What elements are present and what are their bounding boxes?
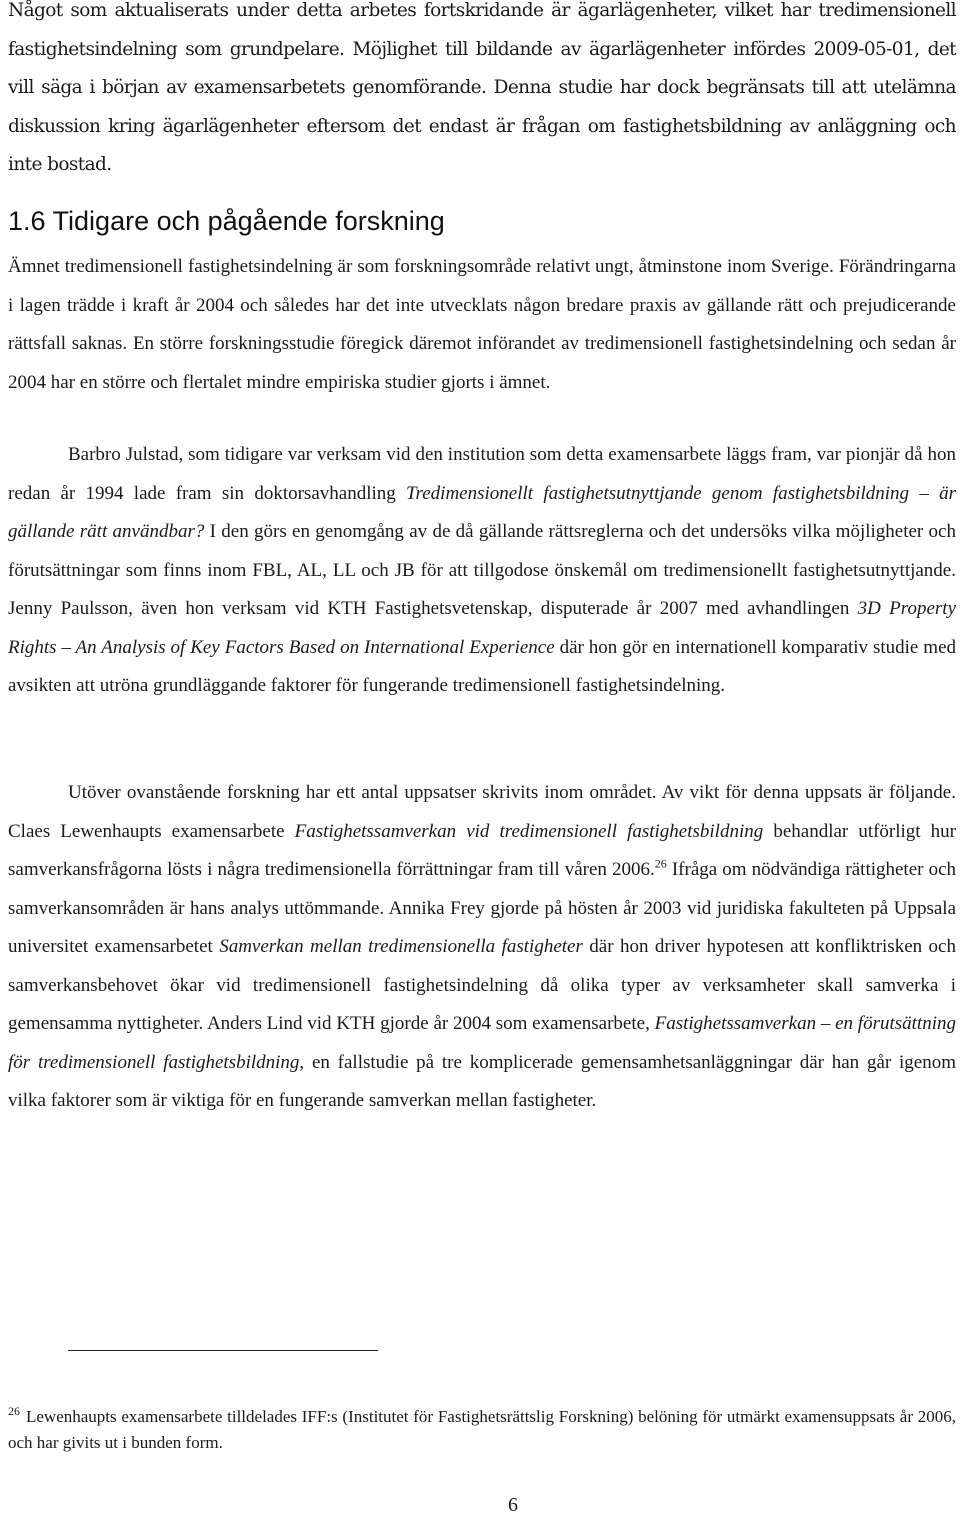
title-julstad-dissertation: Tredimensionellt fastighetsutnyttjande genom fastighetsbildning – är gällande rätt användbar?	[8, 482, 956, 542]
text-run: behandlar utförligt hur samverkansfrågorna lösts i några tredimensionella förrättningar fram till våren 2006.	[8, 820, 956, 880]
paragraph-dissertations	[8, 436, 956, 706]
dissertations-section	[8, 436, 956, 706]
document-page	[8, 0, 956, 1518]
title-lind-thesis: Fastighetssamverkan – en förutsättning för tredimensionell fastighetsbildning	[8, 1013, 956, 1073]
text-run: , en fallstudie på tre komplicerade gemensamhetsanläggningar där han går igenom vilka faktorer som är viktiga för en fungerande samverkan mellan fastigheter.	[8, 1051, 956, 1111]
footnote-number: 26	[8, 1404, 20, 1419]
paragraph-theses	[8, 774, 956, 1121]
research-intro-section	[8, 248, 956, 402]
paragraph-research-field: Ämnet tredimensionell fastighetsindelning är som forskningsområde relativt ungt, åtminstone inom Sverige. Förändringarna i lagen trädde i kraft år 2004 och således har det inte utvecklats någon bredare praxis av gällande rätt och prejudicerande rättsfall saknas. En större forskningsstudie föregick däremot införandet av tredimensionell fastighetsindelning och sedan år 2004 har en större och flertalet mindre empiriska studier gjorts i ämnet.	[8, 256, 956, 393]
footnote	[8, 1404, 956, 1456]
footnote-reference[interactable]: 26	[654, 856, 667, 871]
text-run: där hon driver hypotesen att konfliktrisken och samverkansbehovet ökar vid tredimensionell fastighetsindelning då olika typer av verksamheter skall samverka i gemensamma nyttigheter. Anders Lind vid KTH gjorde år 2004 som examensarbete,	[8, 936, 956, 1034]
title-lewenhaupt-thesis: Fastighetssamverkan vid tredimensionell fastighetsbildning	[294, 820, 764, 842]
theses-section	[8, 774, 956, 1121]
footnote-text: Lewenhaupts examensarbete tilldelades IFF:s (Institutet för Fastighetsrättslig Forskning) belöning för utmärkt examensuppsats år 2006, och har givits ut i bunden form.	[8, 1407, 956, 1452]
title-frey-thesis: Samverkan mellan tredimensionella fastigheter	[219, 936, 583, 957]
text-run: där hon gör en internationell komparativ studie med avsikten att utröna grundläggande faktorer för fungerande tredimensionell fastighetsindelning.	[8, 636, 957, 696]
text-run: Barbro Julstad, som tidigare var verksam vid den institution som detta examensarbete läggs fram, var pionjär då hon redan år 1994 lade fram sin doktorsavhandling	[8, 444, 956, 504]
section-header	[8, 203, 956, 239]
section-heading: 1.6 Tidigare och pågående forskning	[8, 206, 445, 236]
footnote-separator	[68, 1350, 378, 1351]
title-paulsson-dissertation: 3D Property Rights – An Analysis of Key Factors Based on International Experience	[8, 598, 957, 658]
text-run: I den görs en genomgång av de då gällande rättsreglerna och det undersöks vilka möjligheter och förutsättningar som finns inom FBL, AL, LL och JB för att tillgodose önskemål om tredimensionellt fastighetsutnyttjande. Jenny Paulsson, även hon verksam vid KTH Fastighetsvetenskap, disputerade år 2007 med avhandlingen	[8, 521, 956, 619]
text-run: Ifråga om nödvändiga rättigheter och samverkansområden är hans analys uttömmande. Annika Frey gjorde på hösten år 2003 vid juridiska fakulteten på Uppsala universitet examensarbetet	[8, 859, 957, 957]
paragraph-owner-apartments: Något som aktualiserats under detta arbetes fortskridande är ägarlägenheter, vilket har tredimensionell fastighetsindelning som grundpelare. Möjlighet till bildande av ägarlägenheter infördes 2009-05-01, det vill säga i början av examensarbetets genomförande. Denna studie har dock begränsats till att utelämna diskussion kring ägarlägenheter eftersom det endast är frågan om fastighetsbildning av anläggning och inte bostad.	[8, 0, 956, 175]
text-run: Utöver ovanstående forskning har ett antal uppsatser skrivits inom området. Av vikt för denna uppsats är följande. Claes Lewenhaupts examensarbete	[8, 782, 956, 842]
intro-section	[8, 0, 956, 185]
page-number: 6	[508, 1494, 518, 1516]
